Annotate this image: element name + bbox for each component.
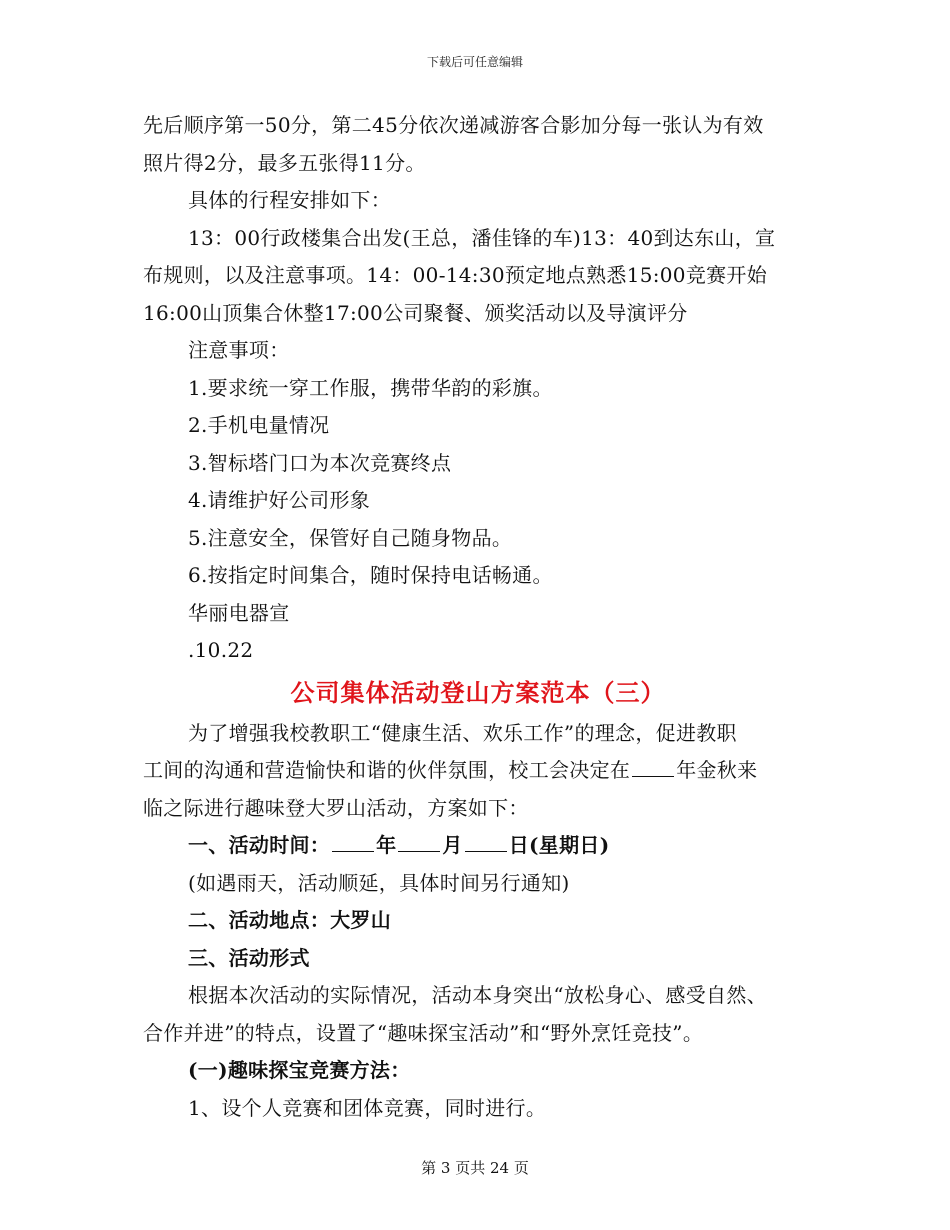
intro-line-2 xyxy=(143,752,813,790)
intro-line-2-end: 年金秋来 xyxy=(676,758,758,782)
section-title: 公司集体活动登山方案范本（三） xyxy=(290,677,666,707)
page-footer: 第 3 页共 24 页 xyxy=(421,1159,529,1177)
schedule-line-2: 布规则，以及注意事项。14：00-14:30预定地点熟悉15:00竞赛开始 xyxy=(143,263,768,287)
signature: 华丽电器宣 xyxy=(188,600,290,625)
month-blank xyxy=(398,833,440,852)
year-blank xyxy=(332,833,374,852)
document-body xyxy=(143,107,813,1127)
year-blank xyxy=(632,758,674,777)
schedule-line-3: 16:00山顶集合休整17:00公司聚餐、颁奖活动以及导演评分 xyxy=(143,300,688,325)
note-item: 6.按指定时间集合，随时保持电话畅通。 xyxy=(188,563,553,587)
year-label: 年 xyxy=(376,833,397,857)
intro-line-3: 临之际进行趣味登大罗山活动，方案如下： xyxy=(143,795,529,820)
note-item: 4.请维护好公司形象 xyxy=(188,488,371,512)
note-item: 5.注意安全，保管好自己随身物品。 xyxy=(188,525,513,550)
day-label: 日(星期日) xyxy=(508,833,610,857)
page-header: 下载后可任意编辑 xyxy=(426,55,523,69)
activity-form-title: 三、活动形式 xyxy=(188,945,310,970)
month-label: 月 xyxy=(442,833,463,857)
intro-line-1: 为了增强我校教职工“健康生活、欢乐工作”的理念，促进教职 xyxy=(188,720,737,745)
method-title: (一)趣味探宝竞赛方法： xyxy=(188,1058,411,1082)
schedule-intro: 具体的行程安排如下： xyxy=(188,188,391,212)
activity-time xyxy=(143,827,813,865)
schedule-line-1: 13：00行政楼集合出发(王总，潘佳锋的车)13：40到达东山，宣 xyxy=(188,225,776,250)
method-item-1: 1、设个人竞赛和团体竞赛，同时进行。 xyxy=(188,1095,547,1120)
activity-place: 二、活动地点：大罗山 xyxy=(188,908,391,932)
paragraph-scoring-line1: 先后顺序第一50分，第二45分依次递减游客合影加分每一张认为有效 xyxy=(143,113,764,137)
activity-form-line-1: 根据本次活动的实际情况，活动本身突出“放松身心、感受自然、 xyxy=(188,983,767,1007)
date: .10.22 xyxy=(188,638,254,662)
note-item: 2.手机电量情况 xyxy=(188,413,330,437)
paragraph-scoring-line2: 照片得2分，最多五张得11分。 xyxy=(143,150,426,175)
notes-title: 注意事项： xyxy=(188,338,290,362)
activity-time-label: 一、活动时间： xyxy=(188,833,331,857)
note-item: 3.智标塔门口为本次竞赛终点 xyxy=(188,450,452,475)
note-item: 1.要求统一穿工作服，携带华韵的彩旗。 xyxy=(188,375,553,400)
day-blank xyxy=(465,833,507,852)
rain-note: (如遇雨天，活动顺延，具体时间另行通知) xyxy=(188,870,570,895)
activity-form-line-2: 合作并进”的特点，设置了“趣味探宝活动”和“野外烹饪竞技”。 xyxy=(143,1020,704,1045)
intro-line-2-start: 工间的沟通和营造愉快和谐的伙伴氛围，校工会决定在 xyxy=(143,758,631,782)
